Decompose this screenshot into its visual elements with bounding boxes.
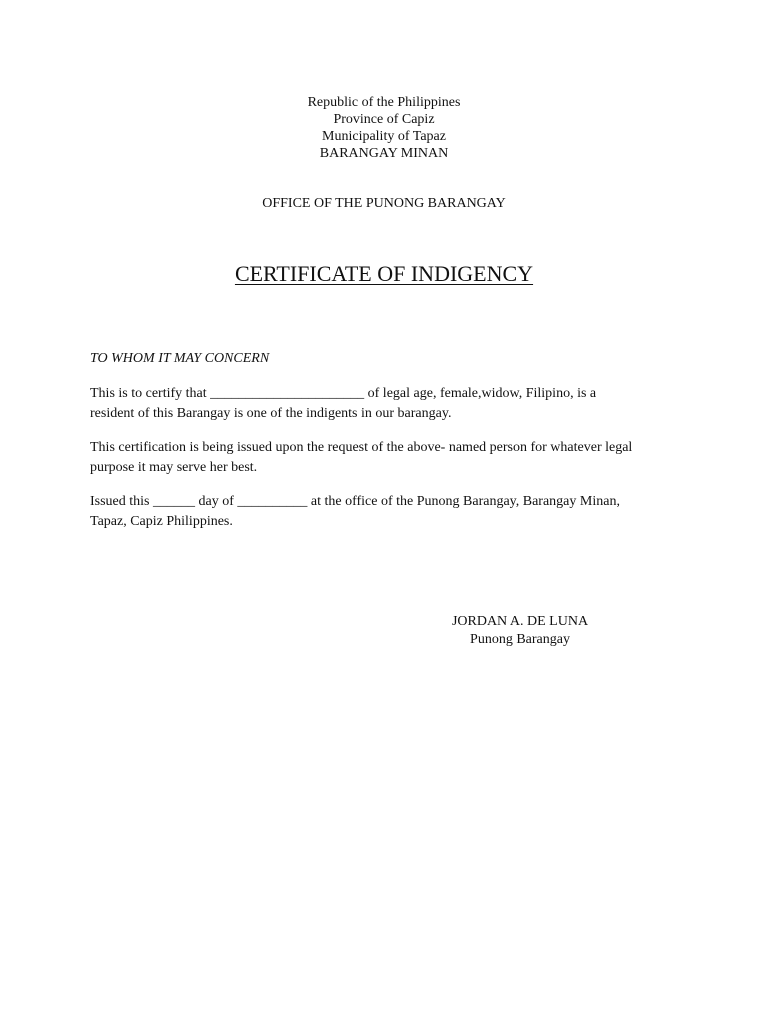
letterhead-province: Province of Capiz [333, 112, 435, 127]
paragraph-line: Issued this ______ day of __________ at the office of the Punong Barangay, Barangay Minan, [90, 494, 620, 509]
letterhead [0, 94, 768, 162]
letterhead-municipality: Municipality of Tapaz [322, 129, 446, 144]
certification-paragraph [90, 384, 690, 424]
letterhead-country: Republic of the Philippines [307, 95, 461, 110]
office-heading: OFFICE OF THE PUNONG BARANGAY [262, 196, 506, 211]
letterhead-barangay: BARANGAY MINAN [319, 146, 449, 161]
paragraph-line: resident of this Barangay is one of the indigents in our barangay. [90, 406, 452, 421]
signatory-position: Punong Barangay [470, 632, 570, 647]
signature-block [400, 613, 640, 649]
signatory-name: JORDAN A. DE LUNA [451, 614, 589, 629]
purpose-paragraph [90, 438, 690, 478]
paragraph-line: This certification is being issued upon the request of the above- named person for whatever legal [90, 440, 633, 455]
certificate-title: CERTIFICATE OF INDIGENCY [234, 261, 534, 286]
paragraph-line: purpose it may serve her best. [90, 460, 258, 475]
issuance-paragraph [90, 492, 690, 532]
salutation: TO WHOM IT MAY CONCERN [90, 351, 270, 366]
paragraph-line: This is to certify that ______________________ of legal age, female,widow, Filipino, is a [90, 386, 597, 401]
paragraph-line: Tapaz, Capiz Philippines. [90, 514, 233, 529]
